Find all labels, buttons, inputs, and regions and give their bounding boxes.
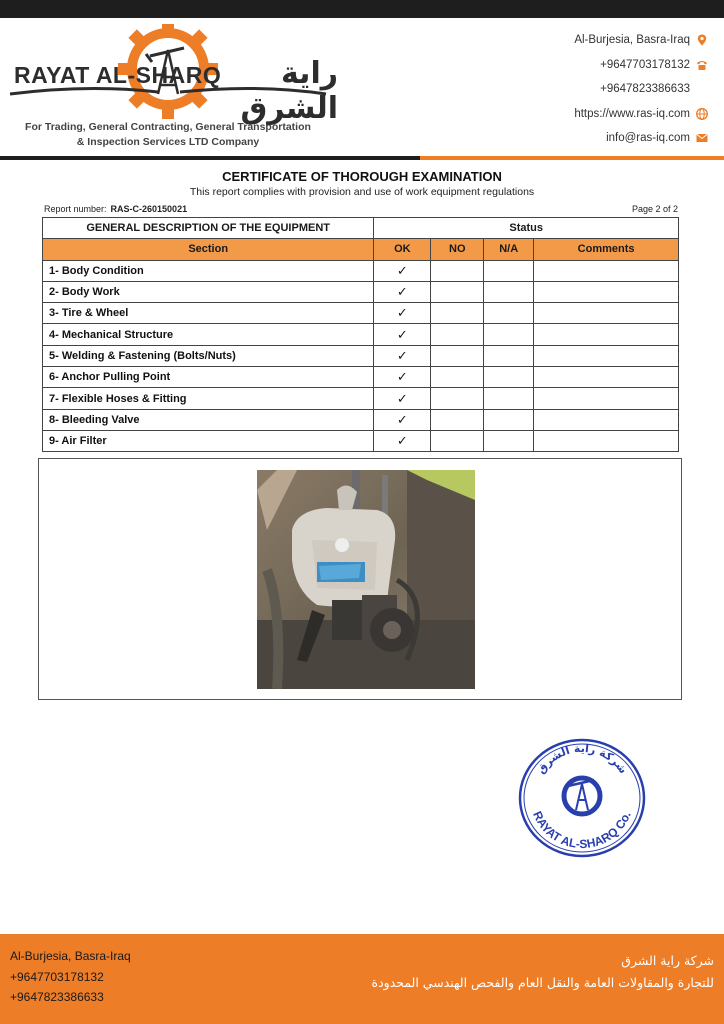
equipment-photo (257, 470, 475, 689)
header-divider (0, 156, 724, 160)
row-ok-check: ✓ (374, 388, 431, 409)
col-header-comments: Comments (534, 239, 679, 260)
table-row (43, 430, 679, 451)
row-no-cell (431, 324, 484, 345)
row-comments-cell (534, 367, 679, 388)
row-ok-check: ✓ (374, 281, 431, 302)
row-comments-cell (534, 430, 679, 451)
col-header-section: Section (43, 239, 374, 260)
footer-contact (10, 946, 131, 1008)
table-row (43, 324, 679, 345)
footer-bar (0, 934, 724, 1024)
row-ok-check: ✓ (374, 430, 431, 451)
row-ok-check: ✓ (374, 367, 431, 388)
phone1-text[interactable]: +9647703178132 (600, 58, 690, 71)
row-section: 5- Welding & Fastening (Bolts/Nuts) (43, 345, 374, 366)
row-section: 7- Flexible Hoses & Fitting (43, 388, 374, 409)
logo-text-en: RAYAT AL-SHARQ (14, 62, 222, 88)
examination-table (42, 217, 679, 452)
row-no-cell (431, 303, 484, 324)
report-number-label: Report number: (44, 204, 107, 214)
company-stamp-icon (516, 736, 648, 860)
row-ok-check: ✓ (374, 409, 431, 430)
certificate-title: CERTIFICATE OF THOROUGH EXAMINATION (222, 169, 502, 184)
company-tagline (8, 120, 328, 150)
table-row (43, 303, 679, 324)
row-ok-check: ✓ (374, 345, 431, 366)
row-na-cell (484, 388, 534, 409)
stamp-text-en: RAYAT AL-SHARQ Co. (530, 809, 634, 852)
phone2-text[interactable]: +9647823386633 (600, 83, 690, 96)
report-number-value: RAS-C-260150021 (110, 204, 188, 214)
row-no-cell (431, 281, 484, 302)
footer-company-name-ar: شركة راية الشرق (621, 953, 714, 968)
row-section: 8- Bleeding Valve (43, 409, 374, 430)
row-no-cell (431, 260, 484, 281)
table-top-header-row (43, 218, 679, 239)
row-ok-check: ✓ (374, 260, 431, 281)
col-header-no: NO (431, 239, 484, 260)
blank-icon-spacer (696, 83, 708, 95)
header-divider-orange (420, 156, 724, 160)
footer-phone-1[interactable]: +9647703178132 (10, 969, 104, 984)
location-pin-icon (696, 34, 708, 46)
row-comments-cell (534, 409, 679, 430)
contact-website (488, 102, 708, 127)
row-comments-cell (534, 345, 679, 366)
footer-phone-2[interactable]: +9647823386633 (10, 990, 104, 1004)
contact-phone-2 (488, 77, 708, 102)
email-text[interactable]: info@ras-iq.com (606, 132, 690, 145)
row-na-cell (484, 430, 534, 451)
footer-company-ar (372, 950, 714, 994)
row-section: 2- Body Work (43, 281, 374, 302)
row-section: 1- Body Condition (43, 260, 374, 281)
table-column-header-row (43, 239, 679, 260)
status-header: Status (374, 218, 679, 239)
row-na-cell (484, 324, 534, 345)
top-dark-bar (0, 0, 724, 18)
row-comments-cell (534, 303, 679, 324)
row-section: 3- Tire & Wheel (43, 303, 374, 324)
table-row (43, 345, 679, 366)
row-ok-check: ✓ (374, 303, 431, 324)
equipment-photo-frame (38, 458, 682, 700)
phone-icon (696, 59, 708, 71)
row-na-cell (484, 345, 534, 366)
stamp-text-ar: شركة راية الشرق (534, 741, 630, 777)
row-na-cell (484, 303, 534, 324)
row-section: 6- Anchor Pulling Point (43, 367, 374, 388)
mail-icon (696, 132, 708, 144)
footer-address: Al-Burjesia, Basra-Iraq (10, 949, 131, 963)
table-row (43, 409, 679, 430)
contact-phone-1 (488, 53, 708, 78)
tagline-line-1: For Trading, General Contracting, General Transportation (25, 121, 311, 133)
row-ok-check: ✓ (374, 324, 431, 345)
certificate-subtitle: This report complies with provision and use of work equipment regulations (189, 186, 535, 198)
row-comments-cell (534, 324, 679, 345)
row-comments-cell (534, 388, 679, 409)
report-line (44, 204, 680, 214)
row-comments-cell (534, 260, 679, 281)
general-description-header: GENERAL DESCRIPTION OF THE EQUIPMENT (43, 218, 374, 239)
row-section: 9- Air Filter (43, 430, 374, 451)
contact-email (488, 126, 708, 151)
table-row (43, 388, 679, 409)
row-no-cell (431, 388, 484, 409)
row-no-cell (431, 345, 484, 366)
address-text: Al-Burjesia, Basra-Iraq (574, 34, 690, 47)
logo-text-ar: راية الشرق (240, 56, 338, 126)
header-divider-dark (0, 156, 420, 160)
table-row (43, 260, 679, 281)
col-header-na: N/A (484, 239, 534, 260)
row-no-cell (431, 430, 484, 451)
row-section: 4- Mechanical Structure (43, 324, 374, 345)
company-logo (8, 24, 338, 154)
footer-company-description-ar: للتجارة والمقاولات العامة والنقل العام والفحص الهندسي المحدودة (371, 975, 714, 990)
table-row (43, 281, 679, 302)
page-indicator: Page 2 of 2 (631, 204, 678, 214)
table-row (43, 367, 679, 388)
row-comments-cell (534, 281, 679, 302)
svg-text:شركة راية الشرق (534, 742, 630, 776)
globe-icon (696, 108, 708, 120)
row-no-cell (431, 409, 484, 430)
row-na-cell (484, 281, 534, 302)
row-na-cell (484, 260, 534, 281)
row-na-cell (484, 367, 534, 388)
website-text[interactable]: https://www.ras-iq.com (574, 107, 690, 120)
row-na-cell (484, 409, 534, 430)
contact-address (488, 28, 708, 53)
row-no-cell (431, 367, 484, 388)
tagline-line-2: & Inspection Services LTD Company (76, 136, 260, 148)
col-header-ok: OK (374, 239, 431, 260)
contact-info (488, 28, 708, 151)
